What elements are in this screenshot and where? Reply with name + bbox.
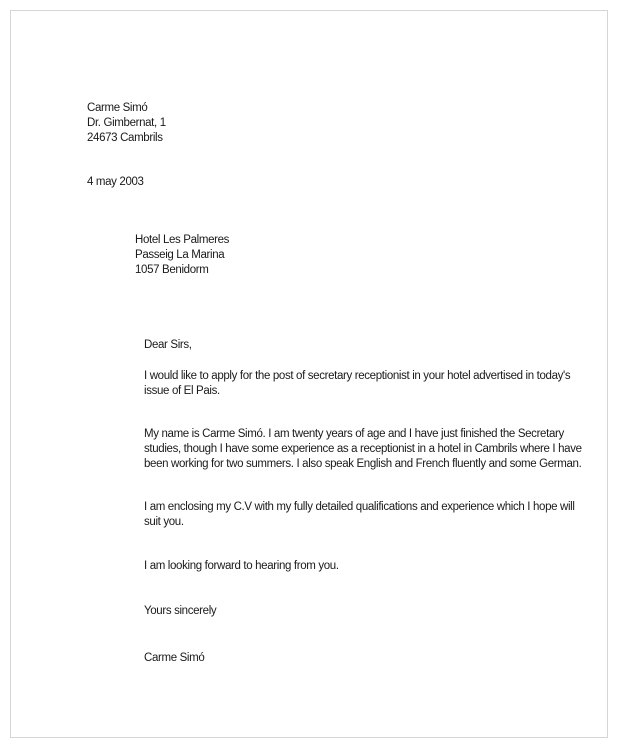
recipient-street: Passeig La Marina xyxy=(135,249,225,261)
paragraph-line: I am looking forward to hearing from you. xyxy=(144,560,339,572)
recipient-address xyxy=(135,233,229,278)
paragraph-application xyxy=(144,369,570,399)
paragraph-line: studies, though I have some experience as a receptionist in a hotel in Cambrils where I have xyxy=(144,443,582,455)
paragraph-line: issue of El Pais. xyxy=(144,385,220,397)
letter-date: 4 may 2003 xyxy=(87,176,144,188)
sender-address xyxy=(87,101,166,146)
signature-name: Carme Simó xyxy=(144,652,205,664)
paragraph-line: I would like to apply for the post of secretary receptionist in your hotel advertised in today's xyxy=(144,370,571,382)
sender-name: Carme Simó xyxy=(87,102,148,114)
paragraph-line: been working for two summers. I also speak English and French fluently and some German. xyxy=(144,458,582,470)
letter-page xyxy=(10,10,608,738)
paragraph-line: My name is Carme Simó. I am twenty years of age and I have just finished the Secretary xyxy=(144,428,564,440)
sender-city: 24673 Cambrils xyxy=(87,132,163,144)
paragraph-line: I am enclosing my C.V with my fully detailed qualifications and experience which I hope will xyxy=(144,501,575,513)
paragraph-introduction xyxy=(144,427,582,472)
paragraph-line: suit you. xyxy=(144,516,184,528)
complimentary-close: Yours sincerely xyxy=(144,605,217,617)
recipient-city: 1057 Benidorm xyxy=(135,264,209,276)
salutation: Dear Sirs, xyxy=(144,339,192,351)
recipient-name: Hotel Les Palmeres xyxy=(135,234,230,246)
paragraph-enclosure xyxy=(144,500,575,530)
paragraph-closing-remark xyxy=(144,559,339,574)
sender-street: Dr. Gimbernat, 1 xyxy=(87,117,166,129)
